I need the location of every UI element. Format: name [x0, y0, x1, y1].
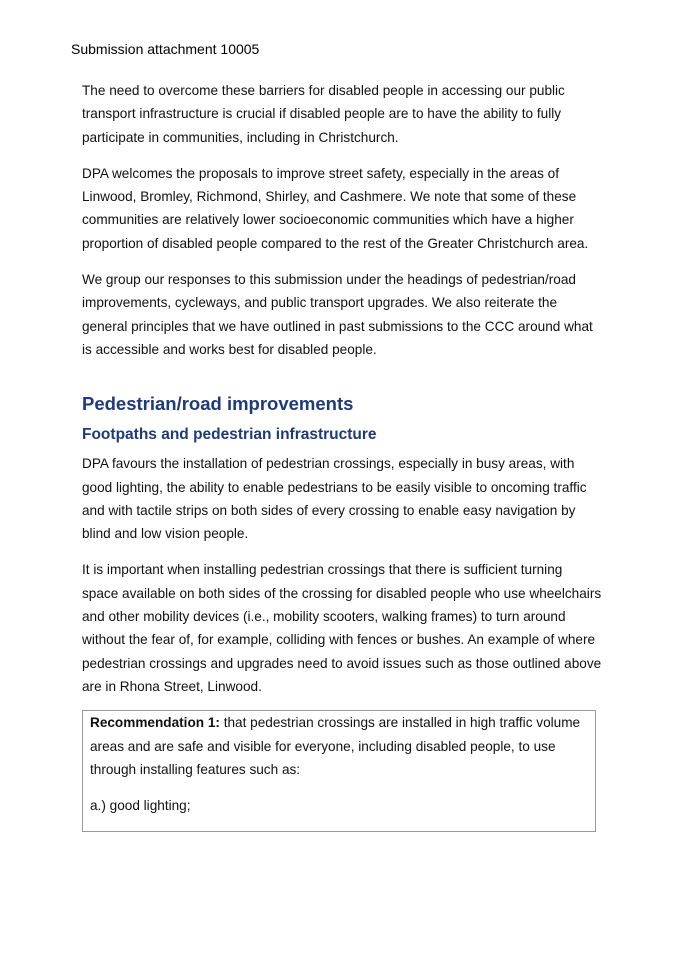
recommendation-text: [90, 711, 588, 781]
recommendation-box: [82, 710, 596, 832]
section-subheading: Footpaths and pedestrian infrastructure: [82, 426, 377, 444]
section-paragraph-2: It is important when installing pedestrian crossings that there is sufficient turning space available on both sides of the crossing for disabled people who use wheelchairs and other mobility devices (i.e., mobility scooters, walking frames) to turn around without the fear of, for example, colliding with fences or bushes. An example of where pedestrian crossings and upgrades need to avoid issues such as those outlined above are in Rhona Street, Linwood.: [82, 562, 602, 694]
intro-paragraph-2: DPA welcomes the proposals to improve street safety, especially in the areas of Linwood, Bromley, Richmond, Shirley, and Cashmere. We note that some of these communities are relatively lower socioeconomic communities which have a higher proportion of disabled people compared to the rest of the Greater Christchurch area.: [82, 165, 589, 251]
recommendation-body: that pedestrian crossings are installed in high traffic volume areas and are safe and visible for everyone, including disabled people, to use through installing features such as:: [90, 715, 581, 777]
recommendation-label: Recommendation 1:: [90, 715, 220, 731]
intro-paragraph-3: We group our responses to this submission under the headings of pedestrian/road improvements, cycleways, and public transport upgrades. We also reiterate the general principles that we have outlined in past submissions to the CCC around what is accessible and works best for disabled people.: [82, 272, 593, 357]
section-paragraph-1: DPA favours the installation of pedestrian crossings, especially in busy areas, with good lighting, the ability to enable pedestrians to be easily visible to oncoming traffic and with tactile strips on both sides of every crossing to enable easy navigation by blind and low vision people.: [82, 456, 587, 542]
document-body: [82, 79, 602, 832]
document-header: Submission attachment 10005: [71, 41, 260, 57]
section-heading: Pedestrian/road improvements: [82, 393, 354, 415]
intro-paragraph-1: The need to overcome these barriers for disabled people in accessing our public transport infrastructure is crucial if disabled people are to have the ability to fully participate in communities, including in Christchurch.: [82, 83, 565, 145]
recommendation-item-a: a.) good lighting;: [90, 798, 191, 814]
